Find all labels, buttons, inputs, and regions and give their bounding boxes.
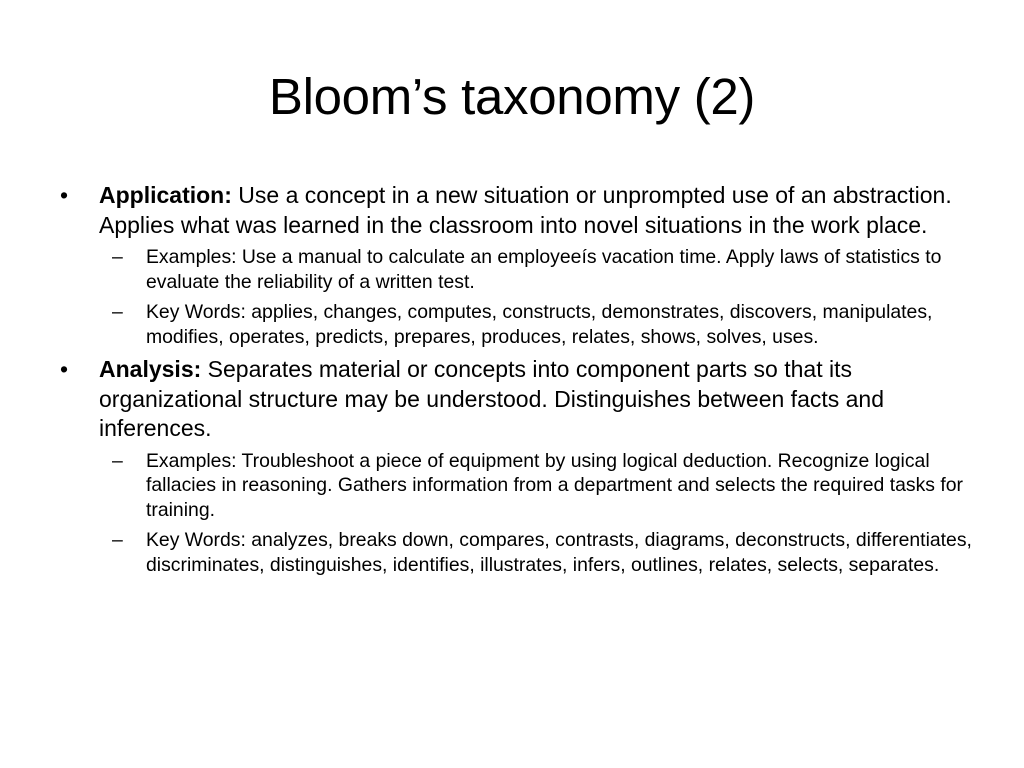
sub-bullet-analysis-examples [56, 449, 976, 523]
sub-bullet-dash: – [112, 529, 123, 551]
sub-bullet-text: Examples: Use a manual to calculate an employeeís vacation time. Apply laws of statistics to evaluate the reliability of a written test. [146, 246, 942, 293]
bullet-dot: • [60, 182, 69, 208]
bullet-dot: • [60, 356, 69, 382]
sub-bullet-text: Examples: Troubleshoot a piece of equipment by using logical deduction. Recognize logical fallacies in reasoning. Gathers information from a department and selects the required tasks for training. [146, 449, 963, 521]
sub-bullet-application-examples [56, 245, 976, 294]
bullet-text-application: Use a concept in a new situation or unprompted use of an abstraction. Applies what was learned in the classroom into novel situations in the work place. [99, 182, 952, 238]
sub-bullet-dash: – [112, 301, 123, 323]
sub-bullet-text: Key Words: analyzes, breaks down, compares, contrasts, diagrams, deconstructs, differentiates, discriminates, distinguishes, identifies, illustrates, infers, outlines, relates, selects, separates. [146, 529, 972, 576]
bullet-analysis [56, 355, 976, 444]
bullet-label-application: Application: [99, 182, 232, 208]
sub-bullet-analysis-keywords [56, 528, 976, 577]
bullet-application [56, 181, 976, 240]
bullet-text-analysis: Separates material or concepts into component parts so that its organizational structure may be understood. Distinguishes between facts and inferences. [99, 356, 885, 441]
slide-title: Bloom’s taxonomy (2) [268, 68, 756, 125]
sub-bullet-dash: – [112, 449, 123, 472]
sub-bullet-text: Key Words: applies, changes, computes, constructs, demonstrates, discovers, manipulates, modifies, operates, predicts, prepares, produces, relates, shows, solves, uses. [146, 301, 933, 348]
sub-bullet-dash: – [112, 246, 123, 268]
slide-body [56, 181, 976, 583]
bullet-label-analysis: Analysis: [99, 356, 202, 382]
sub-bullet-application-keywords [56, 300, 976, 349]
